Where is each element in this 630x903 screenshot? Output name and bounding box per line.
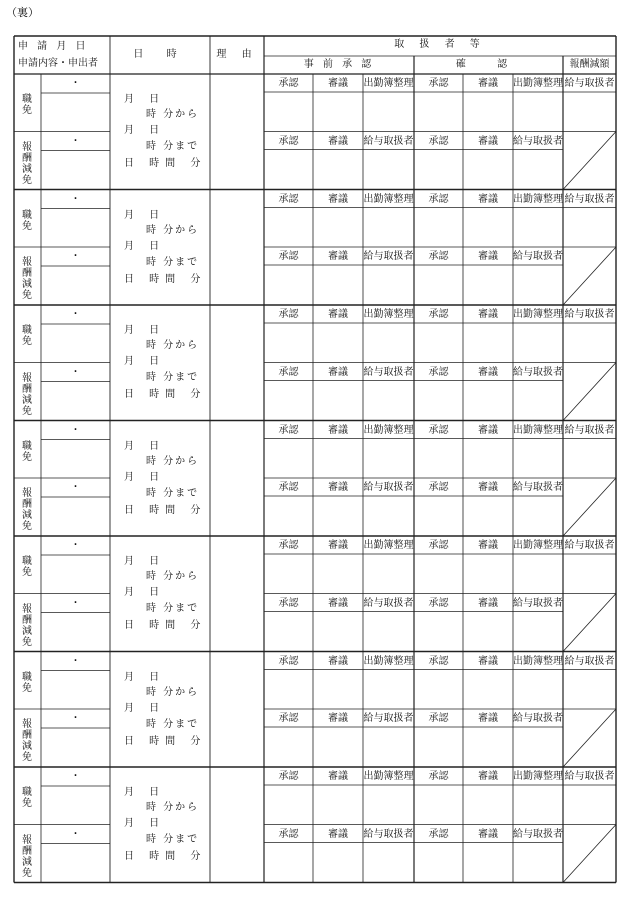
datetime-month-day: 月 日 [124,94,166,105]
dot-mark: ・ [70,655,81,667]
approval-cell-label: 承認 [278,135,299,147]
approval-cell-label: 出勤簿整理 [513,771,563,782]
approval-cell-label: 承認 [278,424,299,436]
datetime-month-day: 月 日 [124,787,166,798]
approval-cell-label: 審議 [478,135,498,147]
approval-cell-label: 給与取扱者 [513,828,563,840]
approval-cell-label: 承認 [428,828,449,840]
approval-cell-label: 給与取扱者 [513,366,563,378]
diagonal-slash [563,594,616,652]
label-duty-exempt: 職免 [22,671,32,694]
datetime-month-day: 月 日 [124,440,166,452]
approval-cell-label: 給与取扱者 [513,713,563,724]
approval-cell-label: 審議 [478,713,498,724]
approval-cell-label: 承認 [278,482,299,493]
datetime-duration: 日 時間 分 [124,504,207,516]
dot-mark: ・ [70,828,81,840]
approval-cell-label: 給与取扱者 [513,251,563,262]
approval-cell-label: 審議 [328,135,348,147]
dot-mark: ・ [70,771,81,782]
approval-cell-label: 出勤簿整理 [513,78,563,89]
approval-cell-label: 給与取扱者 [363,135,414,147]
approval-cell-label: 審議 [328,597,348,609]
approval-cell-label: 承認 [278,309,299,320]
approval-cell-label: 承認 [278,251,299,262]
approval-cell-label: 給与取扱者 [564,193,615,205]
approval-cell-label: 承認 [278,540,299,551]
approval-cell-label: 給与取扱者 [513,135,563,147]
header-handlers: 取 扱 者 等 [394,39,486,50]
approval-cell-label: 給与取扱者 [363,366,414,378]
dot-mark: ・ [70,251,81,262]
approval-cell-label: 承認 [278,597,299,609]
datetime-month-day: 月 日 [124,818,166,829]
label-duty-exempt: 職免 [22,787,32,809]
approval-cell-label: 給与取扱者 [513,597,563,609]
approval-cell-label: 承認 [278,366,299,378]
approval-cell-label: 審議 [478,540,498,551]
approval-cell-label: 承認 [278,655,299,667]
approval-cell-label: 給与取扱者 [363,251,414,262]
approval-cell-label: 承認 [428,540,449,551]
diagonal-slash [563,132,616,190]
approval-cell-label: 承認 [428,135,449,147]
label-pay-reduction-exempt: 報酬減免 [22,257,32,301]
approval-cell-label: 給与取扱者 [363,482,414,493]
header-prior-approval: 事 前 承 認 [303,59,375,70]
datetime-to: 時 分まで [146,256,200,268]
approval-cell-label: 給与取扱者 [564,78,615,89]
approval-cell-label: 審議 [328,251,348,262]
header-confirmation: 確 認 [455,59,522,70]
label-pay-reduction-exempt: 報酬減免 [22,488,32,532]
approval-cell-label: 審議 [328,78,348,89]
approval-cell-label: 出勤簿整理 [363,655,414,667]
datetime-month-day: 月 日 [124,587,166,598]
label-duty-exempt: 職免 [22,209,32,232]
approval-cell-label: 承認 [278,78,299,89]
approval-cell-label: 審議 [328,309,348,320]
approval-cell-label: 出勤簿整理 [363,540,414,551]
datetime-duration: 日 時間 分 [124,851,207,862]
approval-cell-label: 審議 [328,713,348,724]
datetime-month-day: 月 日 [124,209,166,221]
approval-cell-label: 承認 [428,655,449,667]
approval-cell-label: 審議 [328,771,348,782]
label-duty-exempt: 職免 [22,94,32,116]
approval-cell-label: 承認 [278,771,299,782]
dot-mark: ・ [70,540,81,551]
approval-cell-label: 出勤簿整理 [363,78,414,89]
datetime-from: 時 分から [146,571,200,582]
datetime-month-day: 月 日 [124,556,166,567]
approval-cell-label: 給与取扱者 [564,424,615,436]
datetime-duration: 日 時間 分 [124,389,207,400]
approval-cell-label: 給与取扱者 [564,540,615,551]
header-datetime: 日 時 [133,49,187,60]
approval-cell-label: 承認 [428,713,449,724]
approval-cell-label: 出勤簿整理 [363,424,414,436]
label-pay-reduction-exempt: 報酬減免 [22,603,32,648]
approval-cell-label: 出勤簿整理 [363,771,414,782]
datetime-from: 時 分から [146,109,200,120]
diagonal-slash [563,709,616,767]
approval-cell-label: 承認 [278,828,299,840]
approval-cell-label: 承認 [428,366,449,378]
label-pay-reduction-exempt: 報酬減免 [22,834,32,879]
datetime-from: 時 分から [146,340,200,351]
label-pay-reduction-exempt: 報酬減免 [22,719,32,763]
approval-cell-label: 審議 [328,482,348,493]
approval-cell-label: 給与取扱者 [564,655,615,667]
datetime-to: 時 分まで [146,834,200,845]
approval-cell-label: 給与取扱者 [564,309,615,320]
dot-mark: ・ [70,135,81,147]
datetime-from: 時 分から [146,686,200,698]
datetime-to: 時 分まで [146,372,200,383]
approval-cell-label: 出勤簿整理 [513,193,563,205]
label-duty-exempt: 職免 [22,440,32,463]
approval-cell-label: 審議 [328,828,348,840]
approval-cell-label: 審議 [478,828,498,840]
label-duty-exempt: 職免 [22,325,32,347]
diagonal-slash [563,825,616,883]
approval-cell-label: 承認 [428,597,449,609]
approval-cell-label: 出勤簿整理 [513,309,563,320]
page-side-label: （裏） [6,6,39,19]
header-reduction-amount: 報酬減額 [569,59,610,70]
dot-mark: ・ [70,366,81,378]
approval-cell-label: 承認 [428,771,449,782]
label-duty-exempt: 職免 [22,556,32,578]
datetime-duration: 日 時間 分 [124,735,207,747]
dot-mark: ・ [70,78,81,89]
approval-cell-label: 出勤簿整理 [513,424,563,436]
approval-cell-label: 承認 [428,309,449,320]
datetime-to: 時 分まで [146,487,200,499]
approval-cell-label: 審議 [478,424,498,436]
datetime-duration: 日 時間 分 [124,158,207,169]
datetime-duration: 日 時間 分 [124,620,207,631]
diagonal-slash [563,478,616,536]
approval-cell-label: 審議 [478,251,498,262]
datetime-to: 時 分まで [146,603,200,614]
approval-cell-label: 承認 [278,193,299,205]
dot-mark: ・ [70,713,81,724]
approval-cell-label: 承認 [278,713,299,724]
approval-cell-label: 承認 [428,193,449,205]
label-pay-reduction-exempt: 報酬減免 [22,141,32,186]
dot-mark: ・ [70,309,81,320]
approval-cell-label: 審議 [478,78,498,89]
dot-mark: ・ [70,597,81,609]
approval-cell-label: 出勤簿整理 [513,540,563,551]
datetime-month-day: 月 日 [124,325,166,336]
approval-cell-label: 承認 [428,482,449,493]
datetime-to: 時 分まで [146,718,200,730]
dot-mark: ・ [70,193,81,205]
datetime-from: 時 分から [146,802,200,813]
datetime-duration: 日 時間 分 [124,273,207,285]
approval-cell-label: 審議 [478,771,498,782]
datetime-from: 時 分から [146,224,200,236]
datetime-month-day: 月 日 [124,240,166,252]
approval-cell-label: 審議 [328,424,348,436]
approval-cell-label: 出勤簿整理 [513,655,563,667]
datetime-month-day: 月 日 [124,356,166,367]
dot-mark: ・ [70,482,81,493]
approval-cell-label: 給与取扱者 [363,828,414,840]
approval-cell-label: 審議 [478,366,498,378]
approval-cell-label: 出勤簿整理 [363,309,414,320]
approval-cell-label: 給与取扱者 [564,771,615,782]
datetime-month-day: 月 日 [124,702,166,714]
datetime-from: 時 分から [146,455,200,467]
diagonal-slash [563,247,616,305]
approval-cell-label: 審議 [328,366,348,378]
approval-cell-label: 審議 [478,482,498,493]
label-pay-reduction-exempt: 報酬減免 [22,372,32,417]
approval-cell-label: 給与取扱者 [513,482,563,493]
approval-cell-label: 承認 [428,78,449,89]
approval-cell-label: 審議 [328,655,348,667]
approval-cell-label: 審議 [478,309,498,320]
datetime-to: 時 分まで [146,141,200,152]
approval-cell-label: 給与取扱者 [363,597,414,609]
datetime-month-day: 月 日 [124,671,166,683]
header-application-date: 申 請 月 日 [18,41,89,52]
datetime-month-day: 月 日 [124,125,166,136]
approval-cell-label: 審議 [328,540,348,551]
diagonal-slash [563,363,616,421]
approval-cell-label: 給与取扱者 [363,713,414,724]
approval-cell-label: 出勤簿整理 [363,193,414,205]
approval-cell-label: 審議 [478,655,498,667]
dot-mark: ・ [70,424,81,436]
approval-cell-label: 審議 [478,597,498,609]
header-reason: 理 由 [216,49,258,60]
datetime-month-day: 月 日 [124,471,166,483]
approval-cell-label: 審議 [328,193,348,205]
approval-cell-label: 承認 [428,251,449,262]
header-application-content: 申請内容・申出者 [18,58,98,69]
approval-cell-label: 審議 [478,193,498,205]
approval-cell-label: 承認 [428,424,449,436]
